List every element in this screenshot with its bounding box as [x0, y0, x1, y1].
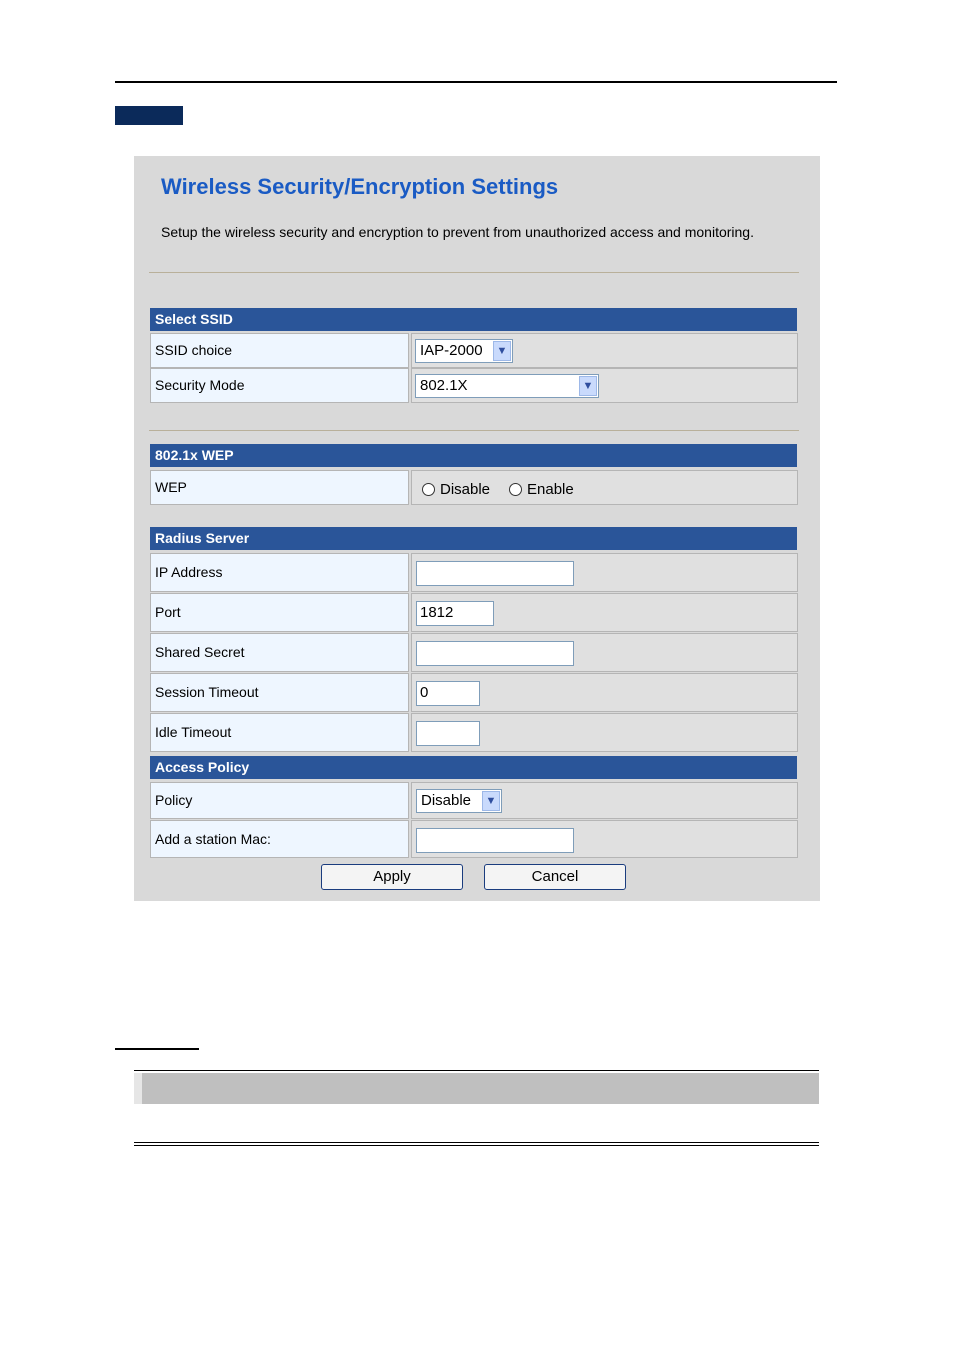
- wep-enable-radio[interactable]: [509, 483, 522, 496]
- chevron-down-icon[interactable]: ▼: [493, 341, 511, 361]
- port-input[interactable]: 1812: [416, 601, 494, 626]
- wep-row: [150, 470, 798, 505]
- ip-address-cell: [411, 553, 798, 592]
- port-row: [150, 593, 798, 632]
- idle-timeout-label: Idle Timeout: [150, 713, 409, 752]
- security-mode-cell: [411, 368, 798, 403]
- divider: [149, 272, 799, 273]
- policy-label: Policy: [150, 782, 409, 819]
- ip-address-row: [150, 553, 798, 592]
- security-mode-value: 802.1X: [420, 377, 468, 394]
- wep-label: WEP: [150, 470, 409, 505]
- session-timeout-row: [150, 673, 798, 712]
- chevron-down-icon[interactable]: ▼: [579, 376, 597, 396]
- idle-timeout-cell: [411, 713, 798, 752]
- wep-disable-radio[interactable]: [422, 483, 435, 496]
- session-timeout-input[interactable]: 0: [416, 681, 480, 706]
- station-mac-cell: [411, 820, 798, 858]
- ip-address-label: IP Address: [150, 553, 409, 592]
- security-mode-row: [150, 368, 798, 403]
- section-header-access-policy: Access Policy: [150, 756, 797, 779]
- ip-address-input[interactable]: [416, 561, 574, 586]
- table-header-band: [134, 1073, 819, 1104]
- page-description: Setup the wireless security and encryption to prevent from unauthorized access and monitoring.: [161, 224, 754, 240]
- station-mac-row: [150, 820, 798, 858]
- session-timeout-cell: [411, 673, 798, 712]
- section-header-wep: 802.1x WEP: [150, 444, 797, 467]
- port-cell: [411, 593, 798, 632]
- shared-secret-row: [150, 633, 798, 672]
- security-mode-select[interactable]: [415, 374, 599, 398]
- idle-timeout-row: [150, 713, 798, 752]
- ssid-choice-cell: [411, 333, 798, 368]
- shared-secret-input[interactable]: [416, 641, 574, 666]
- table-top-rule: [134, 1070, 819, 1071]
- ssid-choice-select[interactable]: [415, 339, 513, 363]
- station-mac-input[interactable]: [416, 828, 574, 853]
- port-label: Port: [150, 593, 409, 632]
- policy-row: [150, 782, 798, 819]
- ssid-choice-label: SSID choice: [150, 333, 409, 368]
- section-header-select-ssid: Select SSID: [150, 308, 797, 331]
- ssid-choice-value: IAP-2000: [420, 342, 483, 359]
- top-rule: [115, 81, 837, 83]
- shared-secret-label: Shared Secret: [150, 633, 409, 672]
- table-header-edge: [134, 1073, 142, 1104]
- table-bottom-rule: [134, 1142, 819, 1143]
- wep-enable-label: Enable: [527, 481, 574, 498]
- apply-button[interactable]: Apply: [321, 864, 463, 890]
- page-title: Wireless Security/Encryption Settings: [161, 174, 559, 199]
- chevron-down-icon[interactable]: ▼: [482, 791, 500, 811]
- idle-timeout-input[interactable]: [416, 721, 480, 746]
- station-mac-label: Add a station Mac:: [150, 820, 409, 858]
- session-timeout-label: Session Timeout: [150, 673, 409, 712]
- figure-tag-block: [115, 106, 183, 125]
- divider: [149, 430, 799, 431]
- wep-cell: [411, 470, 798, 505]
- wep-disable-label: Disable: [440, 481, 491, 498]
- table-bottom-rule-double: [134, 1145, 819, 1146]
- heading-underline: [115, 1048, 199, 1050]
- cancel-button[interactable]: Cancel: [484, 864, 626, 890]
- section-header-radius: Radius Server: [150, 527, 797, 550]
- policy-value: Disable: [421, 792, 472, 809]
- policy-select[interactable]: [416, 789, 502, 813]
- policy-cell: [411, 782, 798, 819]
- shared-secret-cell: [411, 633, 798, 672]
- security-mode-label: Security Mode: [150, 368, 409, 403]
- ssid-choice-row: [150, 333, 798, 368]
